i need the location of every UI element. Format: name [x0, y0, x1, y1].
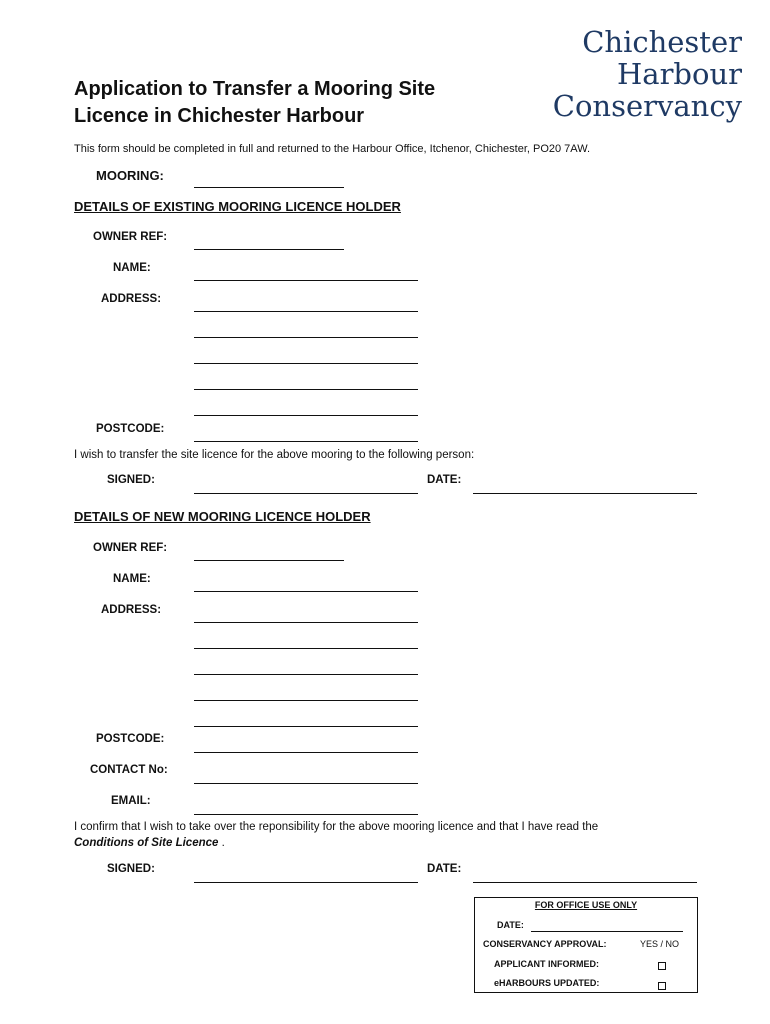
contact-field[interactable]: [194, 783, 418, 784]
new-date-label: DATE:: [427, 863, 462, 875]
logo-line-1: Chichester: [582, 25, 742, 59]
existing-owner-ref-field[interactable]: [194, 249, 344, 250]
new-name-label: NAME:: [113, 573, 151, 585]
new-postcode-field[interactable]: [194, 752, 418, 753]
conservancy-logo: [553, 26, 742, 122]
office-use-box: [474, 897, 698, 993]
office-use-heading: FOR OFFICE USE ONLY: [534, 900, 638, 910]
eharbours-updated-checkbox[interactable]: [658, 982, 666, 990]
existing-address-field-3[interactable]: [194, 363, 418, 364]
email-label: EMAIL:: [111, 795, 151, 807]
existing-owner-ref-label: OWNER REF:: [93, 231, 168, 243]
logo-line-3: Conservancy: [552, 89, 742, 123]
new-address-field-5[interactable]: [194, 726, 418, 727]
new-postcode-label: POSTCODE:: [96, 733, 165, 745]
title-line-1: Application to Transfer a Mooring Site: [74, 78, 436, 100]
existing-date-field[interactable]: [473, 493, 697, 494]
approval-value[interactable]: YES / NO: [640, 939, 680, 949]
existing-address-field-1[interactable]: [194, 311, 418, 312]
conditions-link[interactable]: Conditions of Site Licence: [74, 837, 219, 849]
existing-signature-field[interactable]: [194, 493, 418, 494]
conditions-period: .: [221, 837, 225, 849]
existing-holder-heading: DETAILS OF EXISTING MOORING LICENCE HOLDER: [74, 199, 401, 214]
new-owner-ref-label: OWNER REF:: [93, 542, 168, 554]
existing-address-field-2[interactable]: [194, 337, 418, 338]
new-signature-field[interactable]: [194, 882, 418, 883]
existing-name-field[interactable]: [194, 280, 418, 281]
conditions-line: [74, 837, 225, 849]
existing-date-label: DATE:: [427, 474, 462, 486]
contact-label: CONTACT No:: [90, 764, 168, 776]
intro-text: This form should be completed in full and returned to the Harbour Office, Itchenor, Chichester, PO20 7AW.: [74, 143, 591, 155]
office-date-field[interactable]: [531, 931, 683, 932]
office-date-label: DATE:: [497, 920, 524, 930]
mooring-label: MOORING:: [96, 168, 164, 183]
new-address-label: ADDRESS:: [101, 604, 162, 616]
new-address-field-2[interactable]: [194, 648, 418, 649]
new-address-field-3[interactable]: [194, 674, 418, 675]
transfer-statement: I wish to transfer the site licence for the above mooring to the following person:: [74, 449, 475, 461]
logo-line-2: Harbour: [616, 57, 742, 91]
confirm-statement: I confirm that I wish to take over the reponsibility for the above mooring licence and that I have read the: [74, 821, 599, 833]
existing-address-label: ADDRESS:: [101, 293, 162, 305]
existing-address-field-5[interactable]: [194, 415, 418, 416]
existing-signed-label: SIGNED:: [107, 474, 155, 486]
email-field[interactable]: [194, 814, 418, 815]
applicant-informed-label: APPLICANT INFORMED:: [494, 959, 599, 969]
new-owner-ref-field[interactable]: [194, 560, 344, 561]
title-line-2: Licence in Chichester Harbour: [74, 105, 365, 127]
existing-name-label: NAME:: [113, 262, 151, 274]
page-title: [74, 76, 435, 130]
new-holder-heading: DETAILS OF NEW MOORING LICENCE HOLDER: [74, 509, 371, 524]
new-name-field[interactable]: [194, 591, 418, 592]
eharbours-updated-label: eHARBOURS UPDATED:: [494, 978, 600, 988]
mooring-field[interactable]: [194, 187, 344, 188]
new-signed-label: SIGNED:: [107, 863, 155, 875]
new-address-field-1[interactable]: [194, 622, 418, 623]
new-address-field-4[interactable]: [194, 700, 418, 701]
approval-label: CONSERVANCY APPROVAL:: [483, 939, 607, 949]
existing-postcode-field[interactable]: [194, 441, 418, 442]
applicant-informed-checkbox[interactable]: [658, 962, 666, 970]
new-date-field[interactable]: [473, 882, 697, 883]
existing-postcode-label: POSTCODE:: [96, 423, 165, 435]
existing-address-field-4[interactable]: [194, 389, 418, 390]
